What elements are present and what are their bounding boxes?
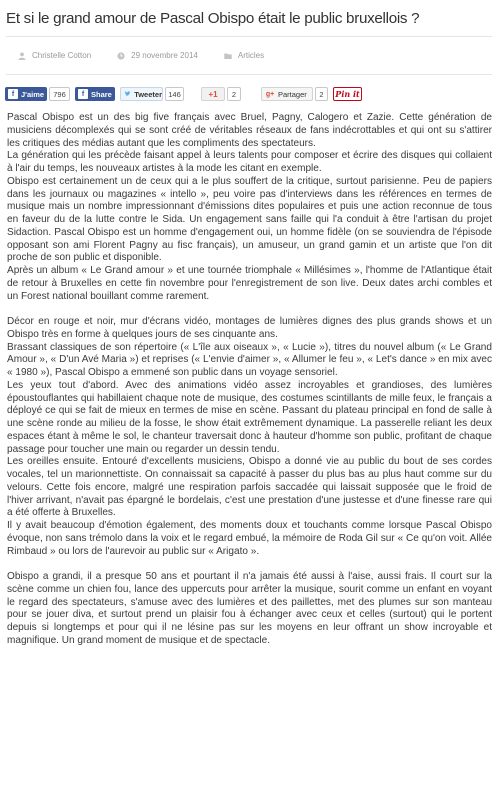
facebook-share-button[interactable]	[75, 87, 115, 101]
tweet-label: Tweeter	[134, 89, 162, 99]
author-name[interactable]: Christelle Cotton	[32, 51, 92, 60]
meta-date	[117, 51, 198, 60]
meta-category	[224, 51, 264, 60]
user-icon	[18, 52, 26, 60]
post-date: 29 novembre 2014	[131, 51, 198, 60]
google-plus-icon: g+	[265, 90, 275, 98]
facebook-like-count: 796	[49, 87, 70, 101]
facebook-icon: f	[78, 89, 88, 99]
facebook-share-label: Share	[91, 89, 112, 99]
paragraph-spacer	[7, 558, 492, 571]
facebook-like-button[interactable]	[5, 87, 47, 101]
google-share-count: 2	[315, 87, 328, 101]
article-paragraph: Obispo a grandi, il a presque 50 ans et pourtant il n'a jamais été aussi à l'aise, aussi frais. Il court sur la scène comme un chien fou, lance des uppercuts pour arrêter la musique, sourit comme un enfant en voyant le regard des spectateurs, s'amuse avec des lumières et des paillettes, met des plumes sur son manteau pour se jouer diva, et surtout prend un plaisir fou à échanger avec ceux et celles (surtout) qui le portent depuis si longtemps et pour qui il ne lésine pas sur les moyens en leur offrant un show incroyable et magnifique. Un grand moment de musique et de spectacle.	[7, 571, 492, 646]
google-plus-one-count: 2	[227, 87, 241, 101]
post-category[interactable]: Articles	[237, 51, 265, 60]
twitter-bird-icon	[124, 89, 131, 99]
clock-icon	[117, 52, 125, 60]
google-share-label: Partager	[278, 89, 307, 99]
article-paragraph: Brassant classiques de son répertoire (« L'île aux oiseaux », « Lucie »), titres du nouvel album (« Le Grand Amour », « D'un Avé Maria ») et reprises (« L'envie d'aimer », « Allumer le feu », « Let's dance » en mix avec « 1980 »), Pascal Obispo a emmené son public dans un voyage sensoriel.	[7, 341, 492, 378]
tweet-button[interactable]	[120, 87, 163, 101]
article-body	[7, 112, 492, 648]
facebook-like-label: J'aime	[21, 89, 45, 99]
meta-divider	[6, 74, 492, 75]
article-paragraph: Pascal Obispo est un des big five français avec Bruel, Pagny, Calogero et Zazie. Cette génération de musiciens décomplexés qui se sont créé de véritables réseaux de fans indécrottables et qui ont su s'attirer les critiques des médias autant que les compliments des spectateurs.	[7, 112, 492, 149]
article-paragraph: Les yeux tout d'abord. Avec des animations vidéo assez incroyables et grandioses, des lumières époustouflantes qui habillaient chaque note de musique, des costumes scintillants de mille feux, le français a déployé ce qui se fait de mieux en termes de mise en scène. Passant du plateau principal en fond de salle à une scène ronde au milieu de la fosse, le show était extrêmement dynamique. La passerelle reliant les deux espaces étant à même le sol, le chanteur traversait donc à hauteur d'homme son public, profitant de chaque passage pour toucher une main ou regarder un dessin tendu.	[7, 379, 492, 455]
article-paragraph: Il y avait beaucoup d'émotion également, des moments doux et touchants comme lorsque Pascal Obispo évoque, non sans trémolo dans la voix et le regard embué, la mémoire de Roda Gil sur « Ce qu'on voit. Allée Rimbaud » ou lors de l'aurevoir au public sur « Arigato ».	[7, 520, 492, 557]
post-title: Et si le grand amour de Pascal Obispo était le public bruxellois ?	[6, 10, 420, 27]
title-divider	[6, 36, 492, 37]
pinterest-pin-button[interactable]: Pin it	[333, 87, 362, 101]
article-paragraph: La génération qui les précède faisant appel à leurs talents pour composer et écrire des disques qui collaient à l'air du temps, les nouveaux artistes à la mode les citant en exemple.	[7, 150, 492, 174]
article-paragraph: Après un album « Le Grand amour » et une tournée triomphale « Millésimes », l'homme de l'Atlantique était de retour à Bruxelles en cette fin novembre pour l'enregistrement de son live. Deux dates archi combles et un Forest national bouillant comme rarement.	[7, 265, 492, 302]
google-share-button[interactable]	[261, 87, 313, 101]
facebook-icon: f	[8, 89, 18, 99]
google-plus-one-button[interactable]: +1	[201, 87, 225, 101]
article-paragraph: Les oreilles ensuite. Entouré d'excellents musiciens, Obispo a donné vie au public du bout de ses cordes vocales, tel un marionnettiste. On connaissait sa capacité à passer du plus bas au plus haut comme sur du velours. Cette fois encore, malgré une respiration parfois saccadée qui laissait supposée que le froid de l'hiver arrivant, n'avait pas épargné le bordelais, c'est une prestation d'une justesse et d'une finesse rare qui a été offerte à Bruxelles.	[7, 456, 492, 519]
meta-author	[18, 51, 91, 60]
article-paragraph: Décor en rouge et noir, mur d'écrans vidéo, montages de lumières dignes des plus grands shows et un Obispo très en forme à quelques jours de ses cinquante ans.	[7, 316, 492, 340]
tweet-count: 146	[165, 87, 184, 101]
paragraph-spacer	[7, 303, 492, 316]
post-meta	[18, 51, 290, 60]
folder-icon	[224, 52, 232, 60]
article-paragraph: Obispo est certainement un de ceux qui a le plus souffert de la critique, surtout parisienne. Peu de papiers dans les journaux ou magazines « intello », peu voire pas d'interviews dans les références en termes de musique mais un nombre impressionnant d'émissions dites populaires et puis une action reconnue de tous en faveur du de la lutte contre le Sida. Un engagement sans faille qui l'a conduit à être l'artisan du projet Sidaction. Pascal Obispo est un homme d'engagement oui, un homme fidèle (on se souviendra de l'épisode opposant son ami Florent Pagny au fisc français), un amuseur, un grand gamin et un artiste que l'on dit proche de son public et disponible.	[7, 175, 492, 264]
